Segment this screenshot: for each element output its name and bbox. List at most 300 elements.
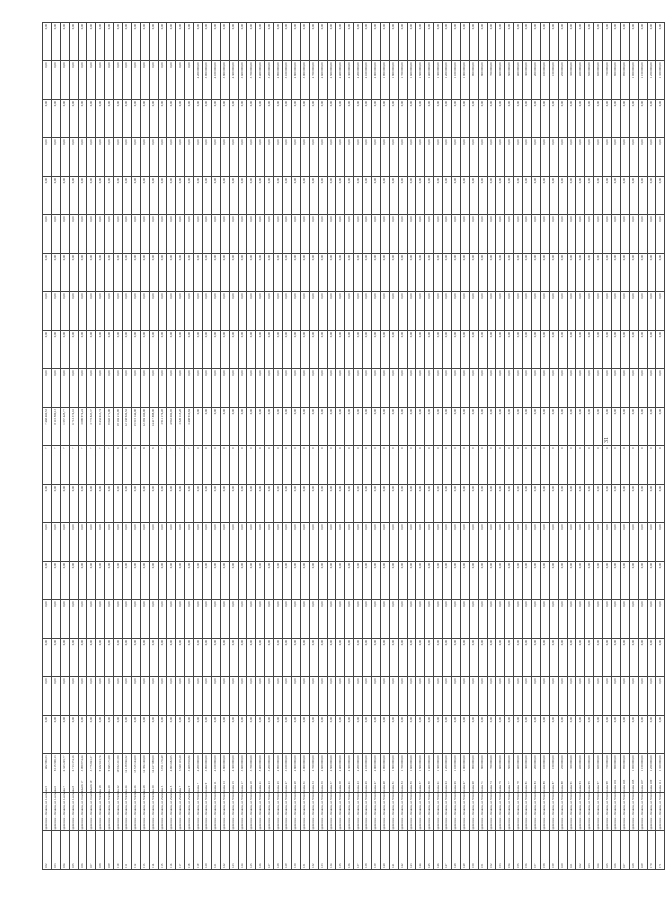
table-cell: 0,00 [612, 100, 621, 139]
table-cell: 0,00 [238, 215, 247, 254]
table-cell: 0,00 [309, 369, 318, 408]
table-cell: 0,00 [389, 523, 398, 562]
table-cell: 0,00 [620, 600, 629, 639]
table-cell: 0,00 [283, 177, 292, 216]
table-cell: 0,00 [371, 254, 380, 293]
table-cell: 0,00 [531, 369, 540, 408]
table-cell: 0,00 [69, 61, 78, 100]
table-cell: 0,00 [96, 639, 105, 678]
table-cell: 0 [576, 446, 585, 485]
table-cell: 0,00 [336, 138, 345, 177]
table-cell: 0,00 [603, 369, 612, 408]
table-cell: 0,00 [496, 100, 505, 139]
table-cell: 0,00 [620, 716, 629, 755]
table-cell: 0,00 [140, 639, 149, 678]
table-cell: 0,00 [416, 292, 425, 331]
table-cell: 900 000,00 [469, 61, 478, 100]
table-cell: 0,00 [336, 562, 345, 601]
table-cell: 0,00 [567, 254, 576, 293]
table-cell: 0 [505, 446, 514, 485]
table-cell: 0,00 [96, 292, 105, 331]
table-cell: 0,00 [425, 523, 434, 562]
table-cell: 0,00 [238, 408, 247, 447]
table-cell: 0,00 [567, 485, 576, 524]
table-cell: 0,00 [496, 562, 505, 601]
table-row [274, 23, 283, 870]
table-cell: 0,00 [363, 677, 372, 716]
table-cell: 0,00 [283, 639, 292, 678]
table-cell: 0,00 [78, 215, 87, 254]
table-cell: 170 [647, 831, 656, 870]
table-cell: 0,00 [594, 716, 603, 755]
table-cell: 0,00 [478, 485, 487, 524]
table-cell: 0,00 [558, 254, 567, 293]
table-cell: 0,00 [105, 138, 114, 177]
table-cell: 0,00 [60, 100, 69, 139]
table-cell: 0,00 [612, 677, 621, 716]
table-cell: 0,00 [451, 138, 460, 177]
table-cell: 157 [531, 831, 540, 870]
table-cell: 0,00 [558, 331, 567, 370]
table-cell: 0,00 [123, 292, 132, 331]
table-cell: 0,00 [443, 716, 452, 755]
table-cell: 0,00 [114, 600, 123, 639]
table-cell: 0,00 [603, 331, 612, 370]
table-cell: 0,00 [158, 600, 167, 639]
table-cell: 0,00 [283, 600, 292, 639]
table-cell: 0,00 [389, 177, 398, 216]
table-cell: spoleczne – Kraków, ul. Ossolińskich 17 [78, 793, 87, 832]
table-cell: 0,00 [318, 292, 327, 331]
table-cell: 0,00 [380, 485, 389, 524]
table-cell: 0 [478, 446, 487, 485]
table-cell: 0,00 [87, 523, 96, 562]
table-cell: 0,00 [371, 100, 380, 139]
table-cell: 0,00 [656, 138, 665, 177]
table-cell: 0,00 [247, 215, 256, 254]
table-cell: 0,00 [327, 177, 336, 216]
table-cell: 0,00 [612, 23, 621, 62]
table-cell: 0,00 [87, 639, 96, 678]
table-cell: 0,00 [656, 408, 665, 447]
table-cell: 0,00 [283, 138, 292, 177]
table-cell: spoleczne – Kraków, ul. Wrocławska 101 [612, 793, 621, 832]
table-cell: 0,00 [514, 523, 523, 562]
table-cell: spoleczne – Kraków, ul. Wrocławska 53 [398, 793, 407, 832]
table-cell: 0,00 [220, 100, 229, 139]
table-cell: 0,00 [434, 716, 443, 755]
table-cell: 0,00 [131, 292, 140, 331]
table-cell: 0,00 [371, 600, 380, 639]
table-cell: spoleczne – Kraków, ul. Wielicka 20 [105, 793, 114, 832]
table-cell: 0,00 [123, 369, 132, 408]
table-cell: 161 [567, 831, 576, 870]
table-cell: 0,00 [469, 215, 478, 254]
table-cell: 0,00 [629, 408, 638, 447]
table-cell: 0,00 [460, 716, 469, 755]
table-cell: 0,00 [300, 716, 309, 755]
table-cell: 0,00 [434, 408, 443, 447]
table-cell: 3 520 115,20 [176, 754, 185, 793]
table-cell: 0,00 [505, 600, 514, 639]
table-cell: 100 000,00 [540, 754, 549, 793]
table-cell: 0,00 [327, 716, 336, 755]
table-cell: spoleczne – Kraków, ul. Wrocławska 93 [576, 793, 585, 832]
table-cell: 0,00 [131, 600, 140, 639]
table-cell: 0,00 [265, 369, 274, 408]
table-cell: 0,00 [176, 600, 185, 639]
table-cell: 0,00 [585, 408, 594, 447]
table-cell: 0,00 [594, 677, 603, 716]
table-cell: 0,00 [247, 408, 256, 447]
table-cell: 3 600 000,00 [238, 61, 247, 100]
table-cell: 0,00 [487, 408, 496, 447]
table-cell: 0,00 [114, 677, 123, 716]
table-cell: 4 100 000,00 [211, 61, 220, 100]
table-cell: 0,00 [434, 254, 443, 293]
table-cell: 0,00 [291, 523, 300, 562]
table-cell: 0,00 [425, 485, 434, 524]
table-cell: 0,00 [407, 562, 416, 601]
table-cell: 0,00 [318, 23, 327, 62]
table-cell: 0,00 [194, 639, 203, 678]
table-cell: 0,00 [78, 177, 87, 216]
table-cell: 0,00 [443, 600, 452, 639]
table-cell: 0,00 [496, 292, 505, 331]
table-cell: 0,00 [43, 100, 52, 139]
table-cell: 0,00 [354, 523, 363, 562]
table-cell: 0,00 [60, 331, 69, 370]
table-cell: 0,00 [345, 215, 354, 254]
table-cell: 0,00 [647, 639, 656, 678]
table-cell: 0,00 [656, 523, 665, 562]
table-cell: 0,00 [531, 331, 540, 370]
table-cell: 8 [140, 446, 149, 485]
table-cell: 0,00 [478, 523, 487, 562]
table-cell: 0,00 [43, 61, 52, 100]
table-cell: 0,00 [194, 523, 203, 562]
table-cell: 0,00 [43, 369, 52, 408]
table-row [354, 23, 363, 870]
table-cell: spoleczne – Kraków, ul. Wrocławska 29 [291, 793, 300, 832]
table-cell: 0,00 [434, 177, 443, 216]
table-cell: 0,00 [656, 639, 665, 678]
table-cell: 0,00 [87, 292, 96, 331]
table-cell: 0,00 [567, 177, 576, 216]
table-cell: 0,00 [96, 331, 105, 370]
table-cell: 0,00 [603, 100, 612, 139]
table-cell: 132 [309, 831, 318, 870]
table-cell: 1 600 000,00 [407, 61, 416, 100]
table-cell: 0,00 [434, 600, 443, 639]
table-cell: 0,00 [327, 600, 336, 639]
table-cell: 0,00 [496, 254, 505, 293]
table-cell: 0,00 [149, 215, 158, 254]
table-cell: 120 [203, 831, 212, 870]
table-cell: 0,00 [603, 562, 612, 601]
table-cell: 0,00 [389, 562, 398, 601]
table-cell: 0,00 [185, 61, 194, 100]
table-cell: 0,00 [612, 485, 621, 524]
table-cell: 8 [149, 446, 158, 485]
table-cell: 6 713 374,16 [69, 754, 78, 793]
table-cell: 146 [434, 831, 443, 870]
table-cell: 0,00 [203, 100, 212, 139]
table-cell: 0,00 [469, 523, 478, 562]
table-cell: 6 323 225,77 [60, 754, 69, 793]
table-cell: 0,00 [51, 485, 60, 524]
table-cell: 0,00 [425, 292, 434, 331]
table-cell: 0 [585, 446, 594, 485]
table-cell: 0,00 [612, 408, 621, 447]
table-cell: 1 150 000,00 [638, 754, 647, 793]
table-cell: 0,00 [327, 215, 336, 254]
table-cell: 0,00 [265, 23, 274, 62]
table-row [131, 23, 140, 870]
table-cell: 0,00 [425, 331, 434, 370]
table-cell: 0,00 [96, 677, 105, 716]
table-cell: 0,00 [158, 716, 167, 755]
table-cell: 0,00 [194, 292, 203, 331]
table-cell: 0,00 [247, 562, 256, 601]
table-cell: 0,00 [549, 716, 558, 755]
table-cell: 0,00 [300, 215, 309, 254]
table-cell: 0,00 [131, 254, 140, 293]
table-cell: 0,00 [69, 600, 78, 639]
table-cell: 0,00 [220, 408, 229, 447]
table-cell: 7 [176, 446, 185, 485]
table-cell: 0,00 [389, 215, 398, 254]
table-cell: 0,00 [603, 292, 612, 331]
table-cell: 2 300 000,00 [345, 754, 354, 793]
table-cell: 0,00 [158, 331, 167, 370]
table-cell: 0,00 [247, 639, 256, 678]
table-cell: 0,00 [176, 523, 185, 562]
table-cell: 0,00 [434, 215, 443, 254]
table-cell: 0,00 [514, 177, 523, 216]
table-cell: 0 [425, 446, 434, 485]
table-cell: 130 [291, 831, 300, 870]
table-cell: 0,00 [229, 600, 238, 639]
table-row [167, 23, 176, 870]
table-cell: 3 900 000,00 [203, 61, 212, 100]
table-cell: 0,00 [345, 639, 354, 678]
table-cell: 0,00 [585, 215, 594, 254]
table-cell: 0,00 [176, 639, 185, 678]
table-cell: 0,00 [567, 292, 576, 331]
table-cell: spoleczne – Kraków, ul. Wrocławska 21 [256, 793, 265, 832]
table-cell: 0 [363, 446, 372, 485]
table-cell: 0,00 [469, 716, 478, 755]
table-cell: 0,00 [371, 677, 380, 716]
table-cell: 1 350 000,00 [656, 754, 665, 793]
table-cell: 0,00 [96, 215, 105, 254]
table-cell: 2 200 000,00 [354, 61, 363, 100]
table-cell: 0,00 [496, 716, 505, 755]
table-cell: 0,00 [354, 138, 363, 177]
table-cell: 0,00 [656, 215, 665, 254]
table-cell: 0,00 [238, 100, 247, 139]
table-cell: 0,00 [149, 254, 158, 293]
table-cell: 0,00 [300, 138, 309, 177]
table-cell: 1 250 000,00 [647, 754, 656, 793]
table-cell: 0,00 [149, 100, 158, 139]
table-cell: 0,00 [345, 292, 354, 331]
table-cell: 0,00 [318, 677, 327, 716]
table-cell: 0,00 [531, 254, 540, 293]
table-cell: 0,00 [647, 215, 656, 254]
table-cell: 3 700 000,00 [247, 754, 256, 793]
table-cell: 0,00 [274, 716, 283, 755]
table-cell: 8 [123, 446, 132, 485]
table-cell: spoleczne – Kraków, ul. Wrocławska 43 [354, 793, 363, 832]
table-cell: 0,00 [123, 600, 132, 639]
table-cell: 147 [443, 831, 452, 870]
table-cell: 0,00 [523, 254, 532, 293]
table-cell: 0,00 [131, 138, 140, 177]
table-cell: 0,00 [620, 369, 629, 408]
table-cell: 0,00 [523, 215, 532, 254]
table-cell: 0,00 [576, 639, 585, 678]
table-cell: 0,00 [576, 138, 585, 177]
table-cell: 0,00 [523, 369, 532, 408]
table-cell: 0,00 [647, 600, 656, 639]
table-cell: 0,00 [167, 254, 176, 293]
table-cell: 107 [87, 831, 96, 870]
table-cell: 0,00 [505, 369, 514, 408]
table-cell: 0,00 [238, 562, 247, 601]
table-cell: 0,00 [69, 369, 78, 408]
table-row [451, 23, 460, 870]
table-cell: 0,00 [229, 485, 238, 524]
table-cell: 3 600 000,00 [238, 754, 247, 793]
table-cell: 0,00 [443, 369, 452, 408]
table-cell: 116 [167, 831, 176, 870]
table-cell: 0,00 [158, 562, 167, 601]
table-cell: 0,00 [158, 23, 167, 62]
table-cell: 122 [220, 831, 229, 870]
table-cell: 2 300 000,00 [345, 61, 354, 100]
table-cell: 0,00 [514, 369, 523, 408]
table-cell: 3 090 974,24 [78, 408, 87, 447]
table-cell: 0,00 [558, 100, 567, 139]
table-cell: 0,00 [274, 600, 283, 639]
table-cell: 0,00 [389, 138, 398, 177]
table-row [309, 23, 318, 870]
table-cell: 7 [185, 446, 194, 485]
table-cell: 402 596,53 [43, 754, 52, 793]
table-cell: 0,00 [576, 100, 585, 139]
table-cell: 1 500 000,00 [416, 61, 425, 100]
table-cell: 2 500 000,00 [327, 61, 336, 100]
table-cell: 0,00 [612, 292, 621, 331]
table-cell: 0 [620, 446, 629, 485]
table-cell: 0,00 [256, 138, 265, 177]
table-cell: 8 [114, 446, 123, 485]
table-cell: 0,00 [514, 100, 523, 139]
table-cell: spoleczne – Kraków, ul. Wrocławska 49 [380, 793, 389, 832]
table-cell: 4 300 000,00 [229, 61, 238, 100]
table-cell: 0,00 [185, 485, 194, 524]
table-cell: 0,00 [158, 485, 167, 524]
table-cell: 0,00 [416, 677, 425, 716]
table-cell: 0,00 [514, 138, 523, 177]
table-cell: spoleczne – Kraków, ul. Wrocławska 27 [283, 793, 292, 832]
table-cell: 0,00 [487, 600, 496, 639]
table-cell: 0,00 [87, 23, 96, 62]
table-cell: 2 500 000,00 [327, 754, 336, 793]
table-cell: 2 800 000,00 [291, 754, 300, 793]
table-cell: 0,00 [478, 23, 487, 62]
table-cell: 0,00 [443, 331, 452, 370]
table-cell: 200 000,00 [531, 754, 540, 793]
table-cell: 0,00 [567, 331, 576, 370]
table-cell: 0,00 [345, 138, 354, 177]
table-cell: 0,00 [274, 138, 283, 177]
table-cell: 0,00 [469, 254, 478, 293]
table-cell: 19 102 211,90 [114, 408, 123, 447]
table-cell: 0,00 [140, 100, 149, 139]
table-cell: 3 800 000,00 [220, 61, 229, 100]
table-cell: 0,00 [354, 369, 363, 408]
table-cell: 0,00 [612, 523, 621, 562]
table-cell: 0,00 [612, 138, 621, 177]
table-cell: 0,00 [123, 716, 132, 755]
table-cell: 0,00 [398, 639, 407, 678]
table-cell: 15 515 144,00 [131, 754, 140, 793]
table-cell: 0,00 [158, 677, 167, 716]
table-cell: 0,00 [416, 331, 425, 370]
table-cell: 0,00 [194, 254, 203, 293]
table-cell: 0,00 [229, 677, 238, 716]
table-cell: spoleczne – Kraków, ul. Wielicka 22 [114, 793, 123, 832]
table-row [576, 23, 585, 870]
table-cell: 0,00 [523, 562, 532, 601]
table-cell: 0,00 [229, 100, 238, 139]
table-row [211, 23, 220, 870]
table-cell: 0,00 [203, 523, 212, 562]
table-cell: 0,00 [131, 215, 140, 254]
table-cell: 6 713 374,16 [69, 408, 78, 447]
table-cell: 0,00 [416, 177, 425, 216]
table-cell: 0,00 [478, 100, 487, 139]
table-cell: 0,00 [247, 23, 256, 62]
table-cell: spoleczne – Kraków, ul. Wrocławska 63 [443, 793, 452, 832]
table-cell: 0,00 [229, 177, 238, 216]
table-cell: 0,00 [629, 600, 638, 639]
table-cell: 0,00 [105, 61, 114, 100]
table-cell: 2 700 000,00 [309, 61, 318, 100]
table-cell: 0,00 [318, 331, 327, 370]
table-cell: 950 000,00 [620, 61, 629, 100]
table-cell: 250 000,00 [558, 61, 567, 100]
table-cell: 159 [549, 831, 558, 870]
table-cell: 0,00 [416, 716, 425, 755]
table-cell: 0 [629, 446, 638, 485]
table-cell: 0,00 [203, 138, 212, 177]
table-cell: 0,00 [300, 100, 309, 139]
table-cell: 0,00 [531, 523, 540, 562]
table-cell: 0,00 [283, 100, 292, 139]
table-cell: 0,00 [496, 138, 505, 177]
table-cell: 0,00 [123, 23, 132, 62]
table-cell: 0,00 [398, 523, 407, 562]
table-cell: 0,00 [69, 100, 78, 139]
table-cell: 0,00 [523, 292, 532, 331]
table-cell: 0,00 [238, 523, 247, 562]
table-cell: 0,00 [203, 331, 212, 370]
table-cell: 0,00 [78, 254, 87, 293]
